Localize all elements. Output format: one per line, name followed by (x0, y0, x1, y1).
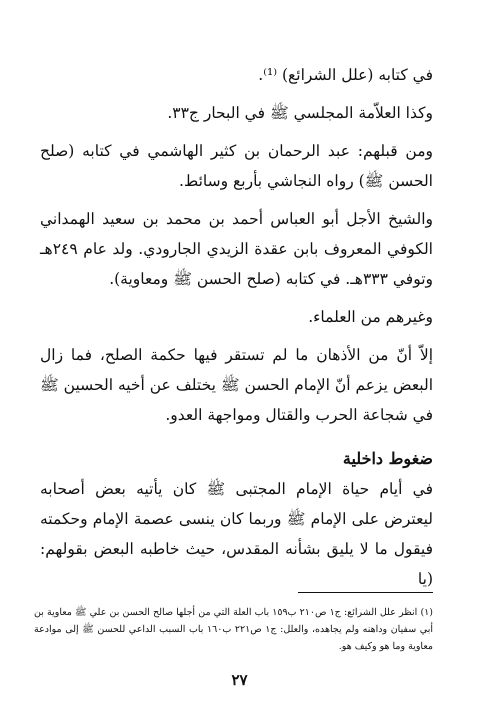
page-number: ٢٧ (231, 671, 248, 689)
main-text-block (40, 60, 433, 594)
section-heading: ضغوط داخلية (342, 449, 433, 468)
paragraph-6: إلاّ أنّ من الأذهان ما لم تستقر فيها حكمة الصلح، فما زال البعض يزعم أنّ الإمام الحسن ﷺ يختلف عن أخيه الحسين ﷺ في شجاعة الحرب والقتال ومواجهة العدو. (40, 346, 433, 424)
footnote-divider (298, 592, 433, 593)
paragraph-5: وغيرهم من العلماء. (308, 308, 433, 326)
paragraph-4: والشيخ الأجل أبو العباس أحمد بن محمد بن سعيد الهمداني الكوفي المعروف بابن عقدة الزيدي الجارودي. ولد عام ٢٤٩هـ وتوفي ٣٣٣هـ. في كتابه (صلح الحسن ﷺ ومعاوية). (40, 210, 433, 288)
footnote-1: (١) انظر علل الشرائع: ج١ ص٢١٠ ب١٥٩ باب العلة التي من أجلها صالح الحسن بن علي ﷺ معاوية بن أبي سفيان وداهنه ولم يجاهده، والعلل: ج١ ص٢٢١ ب١٦٠ باب السبب الداعي للحسن ﷺ إلى موادعة معاوية وما هو وكيف هو. (34, 607, 433, 652)
paragraph-2: وكذا العلاّمة المجلسي ﷺ في البحار ج٣٣. (167, 104, 433, 122)
paragraph-3: ومن قبلهم: عبد الرحمان بن كثير الهاشمي في كتابه (صلح الحسن ﷺ) رواه النجاشي بأربع وسائط. (40, 142, 433, 190)
footnotes (34, 604, 433, 655)
section-paragraph: في أيام حياة الإمام المجتبى ﷺ كان يأتيه بعض أصحابه ليعترض على الإمام ﷺ وربما كان ينسى عصمة الإمام وحكمته فيقول ما لا يليق بشأنه المقدس، حيث خاطبه البعض بقولهم: (يا (40, 480, 433, 588)
paragraph-1: في كتابه (علل الشرائع) ⁽¹⁾. (258, 66, 433, 84)
